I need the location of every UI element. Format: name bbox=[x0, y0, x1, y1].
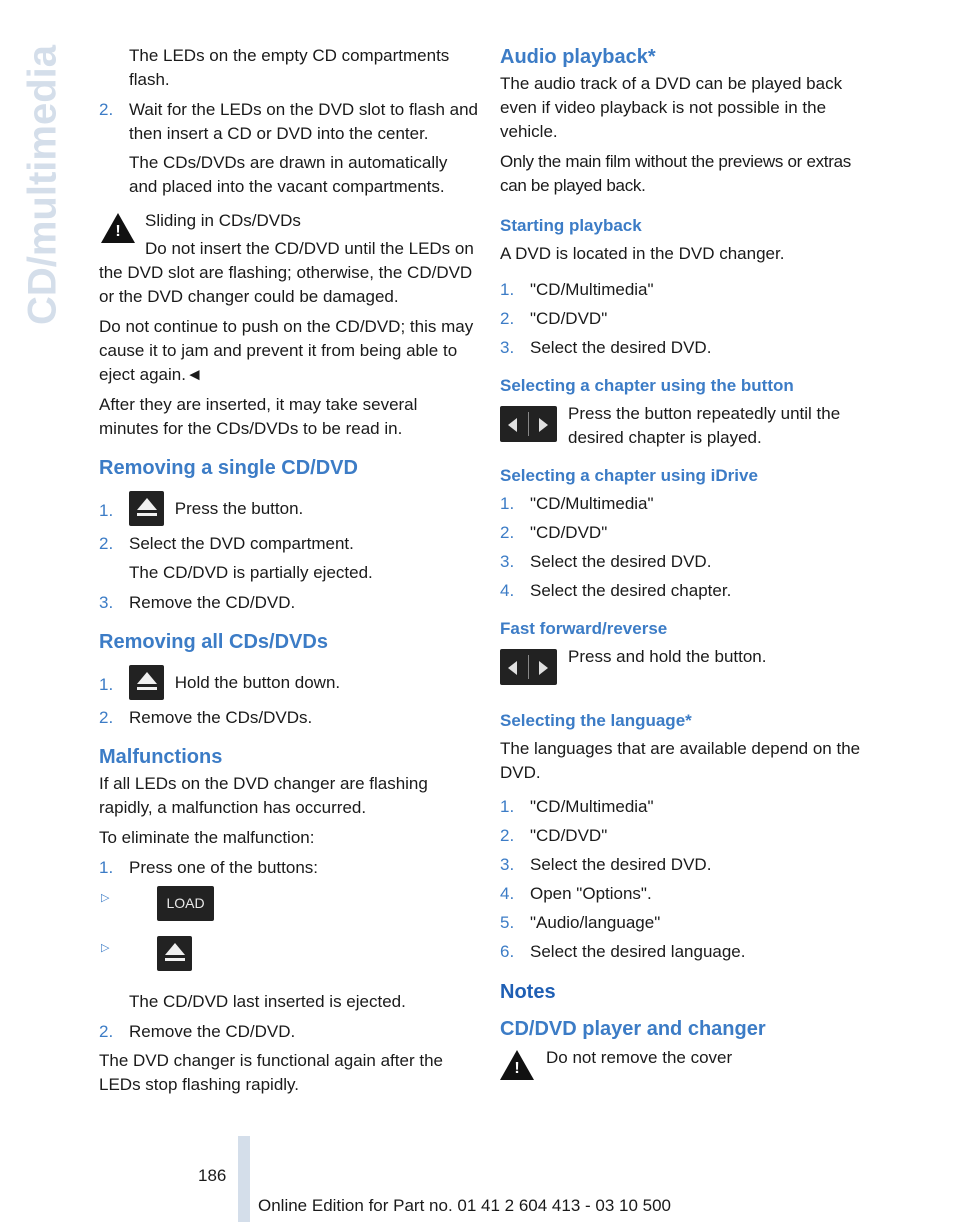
chapter-step-1: 1. "CD/Multimedia" bbox=[500, 494, 654, 513]
heading-starting-playback: Starting playback bbox=[500, 216, 642, 235]
remove-single-step-2: 2. Select the DVD compartment. bbox=[99, 534, 354, 553]
malfunction-text: If all LEDs on the DVD changer are flashing rapidly, a malfunction has occurred. bbox=[99, 774, 428, 817]
heading-audio-playback: Audio playback* bbox=[500, 46, 656, 68]
cover-warning-text: Do not remove the cover bbox=[546, 1048, 733, 1067]
intro-text: The LEDs on the empty CD compartments flash. bbox=[129, 46, 450, 89]
side-tab-label: CD/multimedia bbox=[20, 44, 65, 326]
left-column bbox=[99, 44, 479, 1103]
warning-text-2: Do not continue to push on the CD/DVD; this may cause it to jam and prevent it from being able to eject again.◄ bbox=[99, 317, 474, 384]
language-step-2: 2. "CD/DVD" bbox=[500, 826, 608, 845]
chapter-step-3: 3. Select the desired DVD. bbox=[500, 552, 712, 571]
warning-icon: ! bbox=[101, 213, 135, 247]
heading-chapter-idrive: Selecting a chapter using iDrive bbox=[500, 466, 758, 485]
start-step-3: 3. Select the desired DVD. bbox=[500, 338, 712, 357]
malfunction-step-1: 1. Press one of the buttons: bbox=[99, 858, 319, 877]
footer-bar bbox=[238, 1136, 250, 1222]
start-text: A DVD is located in the DVD changer. bbox=[500, 244, 785, 263]
step-2-note: The CDs/DVDs are drawn in automatically and placed into the vacant compartments. bbox=[129, 153, 448, 196]
page-number: 186 bbox=[198, 1166, 227, 1185]
after-insert-text: After they are inserted, it may take several minutes for the CDs/DVDs to be read in. bbox=[99, 395, 418, 438]
chapter-step-4: 4. Select the desired chapter. bbox=[500, 581, 732, 600]
skip-button-icon bbox=[500, 649, 557, 685]
bullet-triangle-icon: ▷ bbox=[101, 942, 110, 954]
fast-forward-row bbox=[500, 645, 880, 695]
bullet-triangle-icon: ▷ bbox=[101, 892, 110, 904]
chapter-step-2: 2. "CD/DVD" bbox=[500, 523, 608, 542]
chapter-button-row bbox=[500, 402, 880, 452]
language-text: The languages that are available depend on the DVD. bbox=[500, 739, 861, 782]
eject-button-icon bbox=[157, 936, 192, 971]
load-button-icon: LOAD bbox=[157, 886, 214, 921]
start-step-2: 2. "CD/DVD" bbox=[500, 309, 608, 328]
malfunction-note: The CD/DVD last inserted is ejected. bbox=[129, 992, 406, 1011]
side-tab bbox=[20, 40, 66, 330]
heading-chapter-button: Selecting a chapter using the button bbox=[500, 376, 794, 395]
language-step-1: 1. "CD/Multimedia" bbox=[500, 797, 654, 816]
language-step-3: 3. Select the desired DVD. bbox=[500, 855, 712, 874]
remove-single-step-3: 3. Remove the CD/DVD. bbox=[99, 593, 296, 612]
eject-button-icon bbox=[129, 665, 164, 700]
chapter-button-text: Press the button repeatedly until the desired chapter is played. bbox=[568, 404, 841, 447]
heading-fast-forward: Fast forward/reverse bbox=[500, 619, 668, 638]
heading-player-changer: CD/DVD player and changer bbox=[500, 1018, 766, 1040]
warning-title: Sliding in CDs/DVDs bbox=[145, 211, 301, 230]
language-step-6: 6. Select the desired language. bbox=[500, 942, 746, 961]
remove-single-step-1: 1. Press the button. bbox=[99, 491, 479, 527]
warning-icon: ! bbox=[500, 1050, 534, 1084]
remove-all-step-1: 1. Hold the button down. bbox=[99, 665, 479, 701]
functional-text: The DVD changer is functional again after the LEDs stop flashing rapidly. bbox=[99, 1051, 443, 1094]
audio-text-1: The audio track of a DVD can be played back even if video playback is not possible in the vehicle. bbox=[500, 74, 843, 141]
heading-remove-single: Removing a single CD/DVD bbox=[99, 457, 358, 479]
start-step-1: 1. "CD/Multimedia" bbox=[500, 280, 654, 299]
heading-malfunctions: Malfunctions bbox=[99, 746, 223, 768]
language-step-5: 5. "Audio/language" bbox=[500, 913, 661, 932]
remove-single-note: The CD/DVD is partially ejected. bbox=[129, 563, 373, 582]
heading-notes: Notes bbox=[500, 981, 556, 1003]
warning-text-1: Do not insert the CD/DVD until the LEDs on the DVD slot are flashing; otherwise, the CD/DVD or the DVD changer could be damaged. bbox=[99, 239, 474, 306]
heading-language: Selecting the language* bbox=[500, 711, 692, 730]
eject-button-icon bbox=[129, 491, 164, 526]
remove-all-step-2: 2. Remove the CDs/DVDs. bbox=[99, 708, 313, 727]
step-2: 2. Wait for the LEDs on the DVD slot to flash and then insert a CD or DVD into the center. bbox=[99, 100, 478, 143]
right-column bbox=[500, 44, 880, 1104]
malfunction-step-2: 2. Remove the CD/DVD. bbox=[99, 1022, 296, 1041]
audio-text-2: Only the main film without the previews or extras can be played back. bbox=[500, 152, 851, 195]
warning-block bbox=[99, 209, 479, 309]
bullet-load bbox=[99, 886, 479, 930]
skip-button-icon bbox=[500, 406, 557, 442]
malfunction-eliminate: To eliminate the malfunction: bbox=[99, 828, 315, 847]
heading-remove-all: Removing all CDs/DVDs bbox=[99, 631, 328, 653]
language-step-4: 4. Open "Options". bbox=[500, 884, 652, 903]
bullet-eject bbox=[99, 936, 479, 980]
cover-warning-row bbox=[500, 1046, 880, 1096]
footer-edition: Online Edition for Part no. 01 41 2 604 413 - 03 10 500 bbox=[258, 1196, 672, 1215]
fast-forward-text: Press and hold the button. bbox=[568, 647, 767, 666]
